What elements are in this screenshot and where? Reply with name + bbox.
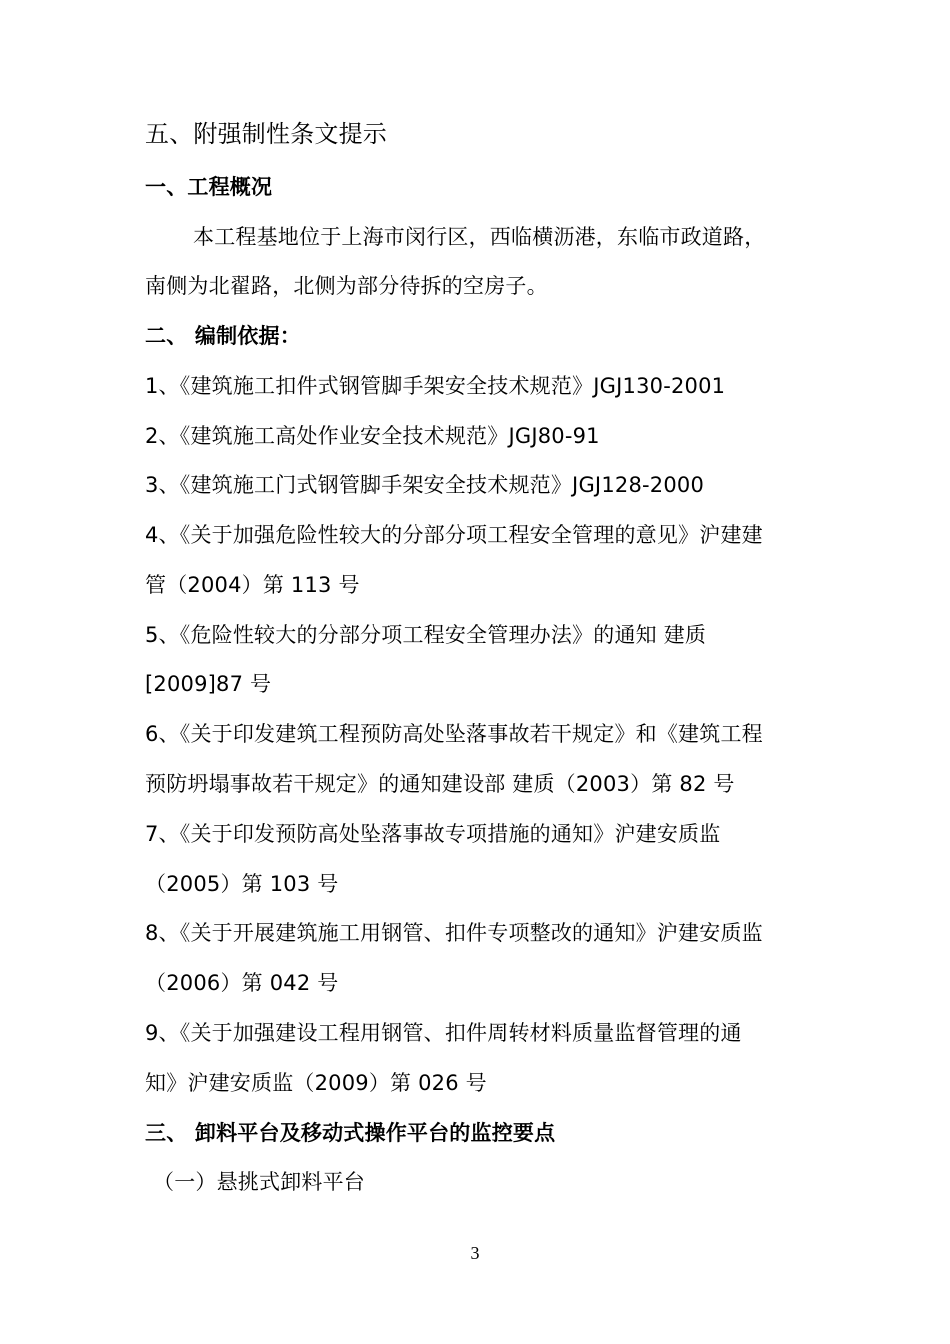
page-number: 3 (470, 1243, 480, 1263)
list-item: 2、《建筑施工高处作业安全技术规范》JGJ80-91 (145, 424, 600, 448)
list-item-continuation: [2009]87 号 (145, 672, 272, 696)
heading-monitoring-points: 三、 卸料平台及移动式操作平台的监控要点 (145, 1121, 556, 1145)
list-item: 3、《建筑施工门式钢管脚手架安全技术规范》JGJ128-2000 (145, 473, 705, 497)
paragraph-line: 本工程基地位于上海市闵行区，西临横沥港，东临市政道路， (193, 225, 766, 249)
list-item: 7、《关于印发预防高处坠落事故专项措施的通知》沪建安质监 (145, 822, 721, 846)
list-item-continuation: （2005）第 103 号 (145, 872, 339, 896)
list-item-continuation: （2006）第 042 号 (145, 971, 339, 995)
list-item-continuation: 知》沪建安质监（2009）第 026 号 (145, 1071, 487, 1095)
list-item: 4、《关于加强危险性较大的分部分项工程安全管理的意见》沪建建 (145, 523, 763, 547)
subheading-cantilever-platform: （一）悬挑式卸料平台 (153, 1170, 365, 1194)
list-item: 6、《关于印发建筑工程预防高处坠落事故若干规定》和《建筑工程 (145, 722, 763, 746)
heading-project-overview: 一、工程概况 (145, 175, 273, 199)
list-item: 8、《关于开展建筑施工用钢管、扣件专项整改的通知》沪建安质监 (145, 921, 763, 945)
list-item: 9、《关于加强建设工程用钢管、扣件周转材料质量监督管理的通 (145, 1021, 742, 1045)
heading-mandatory-provisions: 五、附强制性条文提示 (145, 120, 387, 148)
list-item: 5、《危险性较大的分部分项工程安全管理办法》的通知 建质 (145, 623, 707, 647)
list-item-continuation: 管（2004）第 113 号 (145, 573, 360, 597)
list-item-continuation: 预防坍塌事故若干规定》的通知建设部 建质（2003）第 82 号 (145, 772, 735, 796)
paragraph-line: 南侧为北翟路，北侧为部分待拆的空房子。 (145, 274, 548, 298)
heading-basis: 二、 编制依据： (145, 324, 301, 348)
list-item: 1、《建筑施工扣件式钢管脚手架安全技术规范》JGJ130-2001 (145, 374, 726, 398)
